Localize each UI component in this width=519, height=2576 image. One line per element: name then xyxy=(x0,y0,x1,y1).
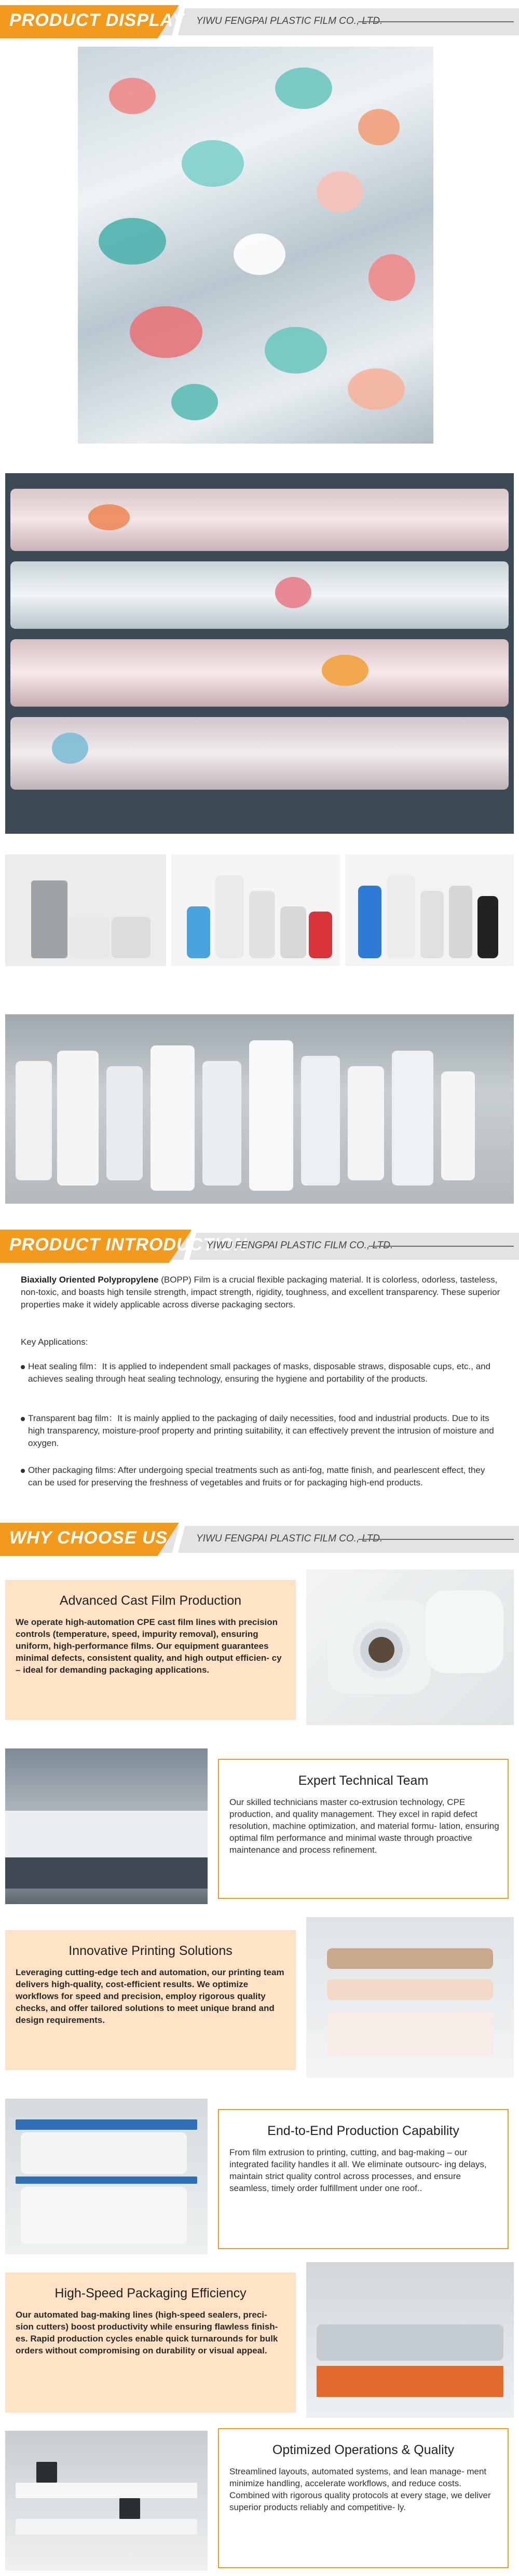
printed-film-photo xyxy=(78,47,433,444)
feature-title: Advanced Cast Film Production xyxy=(59,1593,242,1608)
feature-body: Our skilled technicians master co-extrusion technology, CPE production, and quality management. They excel in rapid defect resolution, machine optimization, and material formu- lation, ensuring optimal film performance and minimal waste through proactive maintenance and process refinement. xyxy=(229,1797,499,1855)
bag-making-line-photo xyxy=(306,2262,514,2418)
key-applications-heading: Key Applications: xyxy=(21,1337,88,1347)
banner-why-choose-us xyxy=(0,1523,519,1556)
blue-red-rolls-photo xyxy=(171,855,340,966)
operations-office-photo xyxy=(5,2431,208,2571)
intro-lead-bold: Biaxially Oriented Polypropylene xyxy=(21,1275,159,1285)
feature-body: Streamlined layouts, automated systems, and lean manage- ment minimize handling, accelerate workflows, and reduce costs. Combined with rigorous quality protocols at every stage, we deliver superior products reliably and competitive- ly. xyxy=(229,2467,491,2512)
feature-card-technical-team xyxy=(218,1759,509,1899)
feature-card-printing xyxy=(5,1930,296,2070)
feature-title: End-to-End Production Capability xyxy=(267,2124,459,2138)
intro-lead-rest: (BOPP) Film is a crucial flexible packaging material. It is colorless, odorless, tasteless, non-toxic, and boasts high tensile strength, impact strength, rigidity, toughness, and excellent transparency. These superior properties make it widely applicable across diverse packaging sectors. xyxy=(21,1275,500,1310)
company-name: YIWU FENGPAI PLASTIC FILM CO., LTD. xyxy=(196,1533,383,1544)
feature-title: High-Speed Packaging Efficiency xyxy=(54,2286,247,2301)
intro-paragraph xyxy=(21,1274,503,1311)
company-name: YIWU FENGPAI PLASTIC FILM CO., LTD. xyxy=(196,16,383,26)
banner-product-display xyxy=(0,5,519,38)
application-text: Transparent bag film：It is mainly applied to the packaging of daily necessities, food and industrial products. Due to its high transparency, moisture-proof property and printing suitability, it can effectively prevent the intrusion of moisture and oxygen. xyxy=(28,1413,494,1448)
feature-title: Optimized Operations & Quality xyxy=(272,2443,455,2457)
feature-card-end-to-end xyxy=(218,2109,509,2249)
cast-film-roll-photo xyxy=(306,1569,514,1725)
section-title: PRODUCT DISPLAY xyxy=(9,10,185,30)
technical-team-photo xyxy=(5,1748,208,1904)
assorted-rolls-photo xyxy=(345,855,514,966)
application-text: Heat sealing film：It is applied to independent small packages of masks, disposable straws, disposable cups, etc., and achieves sealing through heat sealing technology, ensuring the hygiene and portability of the products. xyxy=(28,1361,491,1384)
feature-card-cast-film xyxy=(5,1580,296,1720)
feature-body: From film extrusion to printing, cutting, and bag-making – our integrated facility handles it all. We eliminate outsourc- ing delays, maintain strict quality control across processes, and ensure seamless, timely order fulfillment under one roof.. xyxy=(229,2147,487,2193)
feature-body: Leveraging cutting-edge tech and automation, our printing team delivers high-quality, cost-efficient results. We optimize workflows for speed and precision, employ rigorous quality checks, and offer tailored solutions to meet unique brand and design requirements. xyxy=(16,1967,284,2025)
printed-rolls-photo xyxy=(5,473,514,834)
feature-title: Expert Technical Team xyxy=(298,1773,429,1788)
feature-body: Our automated bag-making lines (high-speed sealers, preci- sion cutters) boost productivity while ensuring flawless finish- es. Rapid production cycles enable quick turnarounds for bulk orders without compromising on durability or visual appeal. xyxy=(16,2310,278,2355)
section-title: WHY CHOOSE US xyxy=(9,1528,168,1548)
banner-product-introduction xyxy=(0,1230,519,1263)
production-facility-photo xyxy=(5,2099,208,2254)
application-text: Other packaging films: After undergoing special treatments such as anti-fog, matte finish, and pearlescent effect, they can be used for preserving the freshness of vegetables and fruits or for packaging high-end products. xyxy=(28,1465,485,1487)
feature-body: We operate high-automation CPE cast film lines with precision controls (temperature, speed, impurity removal), ensuring uniform, high-performance films. Our equipment guarantees minimal defects, consistent quality, and high output efficien- cy – ideal for demanding packaging applications. xyxy=(16,1617,282,1675)
company-name: YIWU FENGPAI PLASTIC FILM CO., LTD. xyxy=(207,1240,393,1251)
feature-card-packaging xyxy=(5,2272,296,2413)
section-title: PRODUCT INTRODUCTION xyxy=(9,1235,248,1255)
gray-rolls-photo xyxy=(5,855,166,966)
printing-machine-photo xyxy=(306,1917,514,2078)
warehouse-rolls-photo xyxy=(5,1014,514,1204)
feature-card-operations xyxy=(218,2428,509,2568)
feature-title: Innovative Printing Solutions xyxy=(69,1944,233,1958)
